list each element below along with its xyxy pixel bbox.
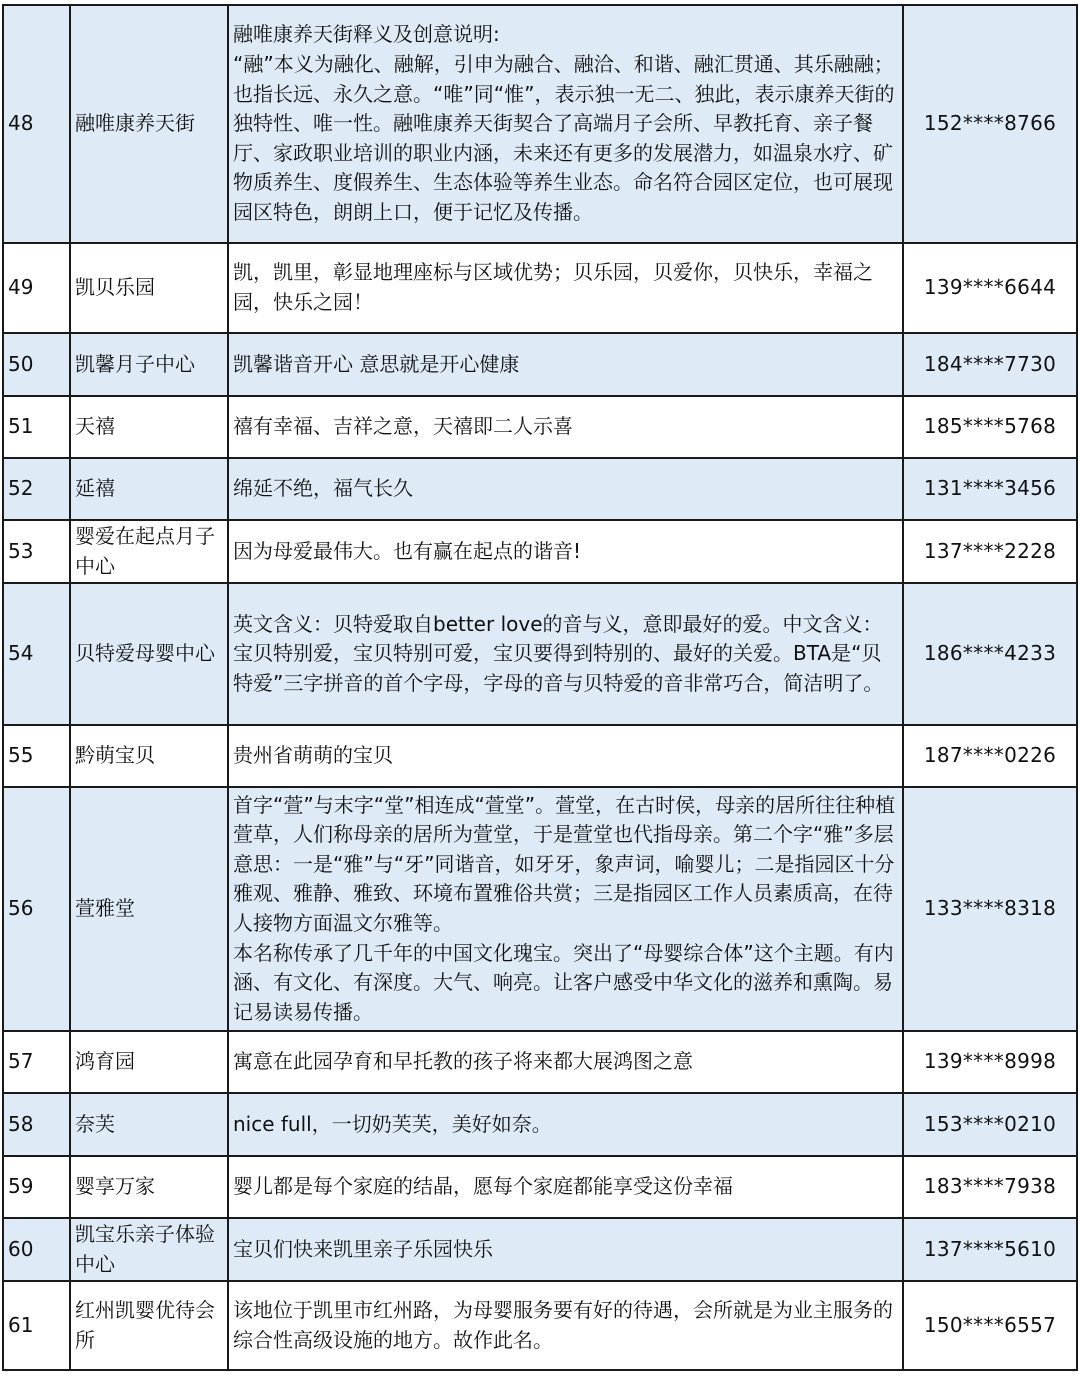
- entry-name: 凯馨月子中心: [70, 333, 228, 396]
- table-row: [3, 5, 1077, 243]
- entry-name: 延禧: [70, 458, 228, 520]
- entry-phone: 137****2228: [903, 520, 1077, 583]
- naming-entries-table: [2, 4, 1078, 1371]
- table-row: [3, 333, 1077, 396]
- entry-phone: 131****3456: [903, 458, 1077, 520]
- entry-description: 凯馨谐音开心 意思就是开心健康: [228, 333, 903, 396]
- entry-description: 婴儿都是每个家庭的结晶，愿每个家庭都能享受这份幸福: [228, 1156, 903, 1218]
- entry-number: 54: [3, 583, 70, 725]
- entry-phone: 152****8766: [903, 5, 1077, 243]
- entry-phone: 183****7938: [903, 1156, 1077, 1218]
- table-row: [3, 458, 1077, 520]
- entry-number: 53: [3, 520, 70, 583]
- table-row: [3, 520, 1077, 583]
- entry-name: 黔萌宝贝: [70, 725, 228, 787]
- entry-description: 寓意在此园孕育和早托教的孩子将来都大展鸿图之意: [228, 1031, 903, 1093]
- entry-number: 55: [3, 725, 70, 787]
- table-row: [3, 1218, 1077, 1281]
- entry-name: 天禧: [70, 396, 228, 458]
- entry-number: 51: [3, 396, 70, 458]
- entry-name: 凯贝乐园: [70, 243, 228, 333]
- entry-description: 因为母爱最伟大。也有赢在起点的谐音!: [228, 520, 903, 583]
- entry-phone: 139****6644: [903, 243, 1077, 333]
- entry-description: 绵延不绝，福气长久: [228, 458, 903, 520]
- entry-phone: 153****0210: [903, 1093, 1077, 1156]
- entry-description: nice full，一切奶芙芙，美好如奈。: [228, 1093, 903, 1156]
- entry-number: 50: [3, 333, 70, 396]
- entry-number: 60: [3, 1218, 70, 1281]
- entry-name: 萱雅堂: [70, 787, 228, 1031]
- table-row: [3, 787, 1077, 1031]
- entry-phone: 185****5768: [903, 396, 1077, 458]
- entry-name: 红州凯婴优待会所: [70, 1281, 228, 1370]
- entry-number: 58: [3, 1093, 70, 1156]
- entry-name: 奈芙: [70, 1093, 228, 1156]
- table-row: [3, 1156, 1077, 1218]
- entry-number: 61: [3, 1281, 70, 1370]
- entry-description: 宝贝们快来凯里亲子乐园快乐: [228, 1218, 903, 1281]
- table-row: [3, 1031, 1077, 1093]
- entry-description: 该地位于凯里市红州路，为母婴服务要有好的待遇，会所就是为业主服务的综合性高级设施的地方。故作此名。: [228, 1281, 903, 1370]
- entry-name: 婴爱在起点月子中心: [70, 520, 228, 583]
- table-row: [3, 396, 1077, 458]
- entry-name: 婴享万家: [70, 1156, 228, 1218]
- entry-phone: 186****4233: [903, 583, 1077, 725]
- table-row: [3, 1093, 1077, 1156]
- entry-phone: 184****7730: [903, 333, 1077, 396]
- entry-number: 56: [3, 787, 70, 1031]
- entry-description: 首字“萱”与末字“堂”相连成“萱堂”。萱堂，在古时侯，母亲的居所往往种植萱草，人们称母亲的居所为萱堂，于是萱堂也代指母亲。第二个字“雅”多层意思：一是“雅”与“牙”同谐音，如牙牙，象声词，喻婴儿；二是指园区十分雅观、雅静、雅致、环境布置雅俗共赏；三是指园区工作人员素质高，在待人接物方面温文尔雅等。 本名称传承了几千年的中国文化瑰宝。突出了“母婴综合体”这个主题。有内涵、有文化、有深度。大气、响亮。让客户感受中华文化的滋养和熏陶。易记易读易传播。: [228, 787, 903, 1031]
- entry-description: 凯，凯里，彰显地理座标与区域优势；贝乐园，贝爱你，贝快乐，幸福之园，快乐之园！: [228, 243, 903, 333]
- entry-description: 贵州省萌萌的宝贝: [228, 725, 903, 787]
- table-row: [3, 725, 1077, 787]
- entry-number: 57: [3, 1031, 70, 1093]
- entry-number: 59: [3, 1156, 70, 1218]
- entry-description: 融唯康养天街释义及创意说明: “融”本义为融化、融解，引申为融合、融洽、和谐、融汇贯通、其乐融融；也指长远、永久之意。“唯”同“惟”，表示独一无二、独此，表示康养天街的独特性、唯一性。融唯康养天街契合了高端月子会所、早教托育、亲子餐厅、家政职业培训的职业内涵，未来还有更多的发展潜力，如温泉水疗、矿物质养生、度假养生、生态体验等养生业态。命名符合园区定位，也可展现园区特色，朗朗上口，便于记忆及传播。: [228, 5, 903, 243]
- entry-name: 贝特爱母婴中心: [70, 583, 228, 725]
- entry-name: 鸿育园: [70, 1031, 228, 1093]
- table-row: [3, 243, 1077, 333]
- table-row: [3, 583, 1077, 725]
- entry-name: 融唯康养天街: [70, 5, 228, 243]
- entry-phone: 137****5610: [903, 1218, 1077, 1281]
- entry-phone: 139****8998: [903, 1031, 1077, 1093]
- entry-phone: 150****6557: [903, 1281, 1077, 1370]
- entry-description: 英文含义：贝特爱取自better love的音与义，意即最好的爱。中文含义：宝贝特别爱，宝贝特别可爱，宝贝要得到特别的、最好的关爱。BTA是“贝特爱”三字拼音的首个字母，字母的音与贝特爱的音非常巧合，简洁明了。: [228, 583, 903, 725]
- entry-number: 48: [3, 5, 70, 243]
- table-row: [3, 1281, 1077, 1370]
- entry-name: 凯宝乐亲子体验中心: [70, 1218, 228, 1281]
- entry-phone: 133****8318: [903, 787, 1077, 1031]
- entry-number: 49: [3, 243, 70, 333]
- entry-phone: 187****0226: [903, 725, 1077, 787]
- entry-number: 52: [3, 458, 70, 520]
- entry-description: 禧有幸福、吉祥之意，天禧即二人示喜: [228, 396, 903, 458]
